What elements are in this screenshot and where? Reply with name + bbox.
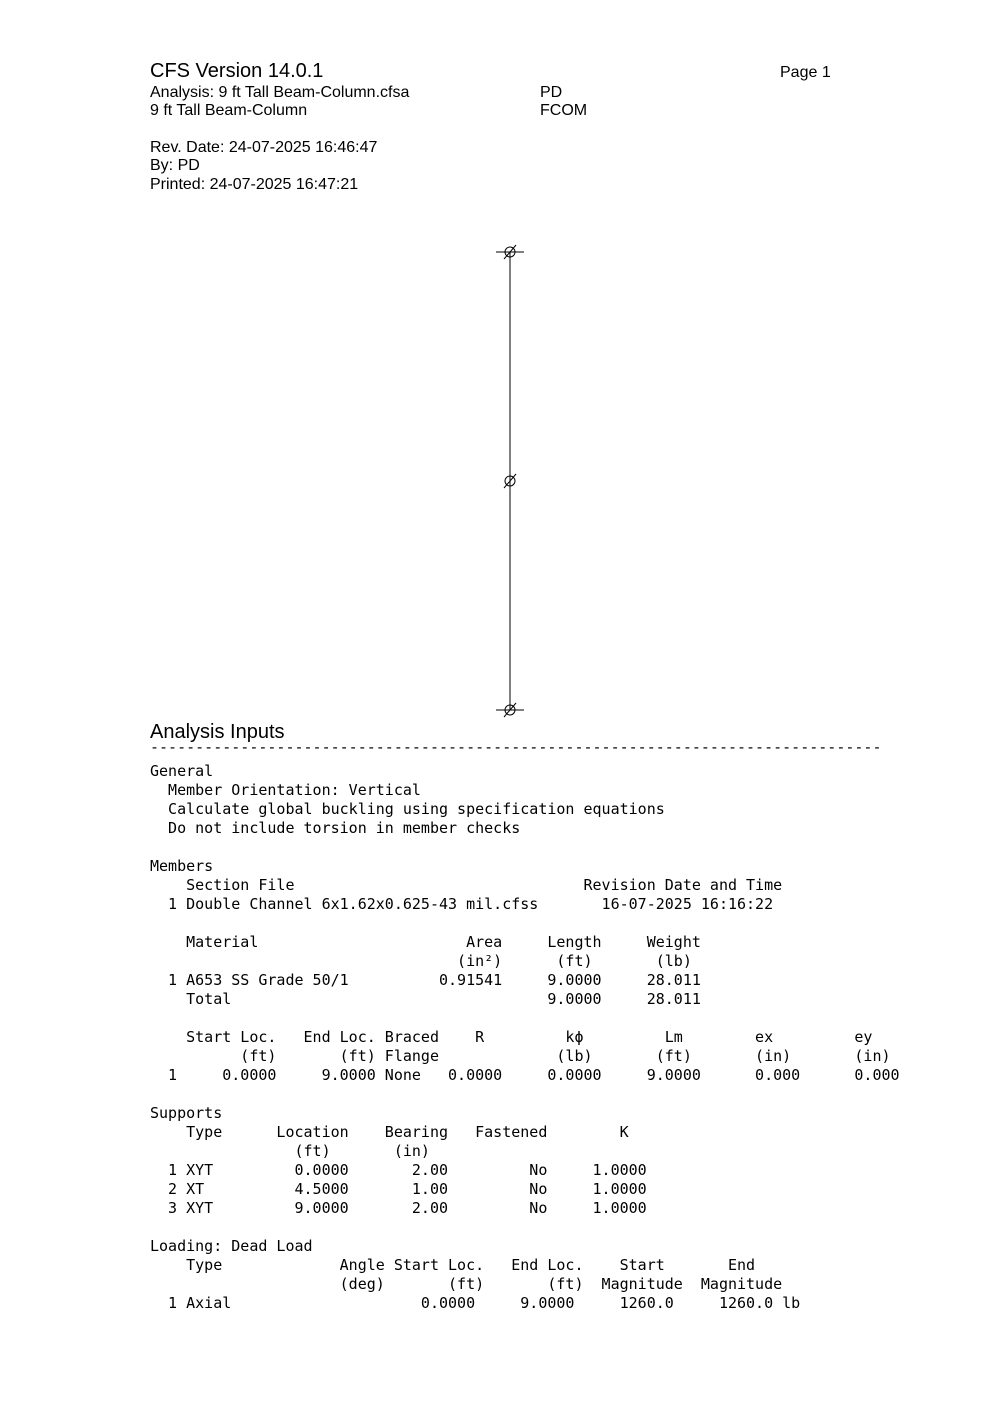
printed-date: Printed: 24-07-2025 16:47:21	[150, 176, 359, 193]
material-header: Material Area Length Weight	[150, 933, 701, 951]
general-heading: General	[150, 762, 214, 780]
supports-heading: Supports	[150, 1104, 223, 1122]
loading-row: 1 Axial 0.0000 9.0000 1260.0 1260.0 lb	[150, 1294, 801, 1312]
supports-header: Type Location Bearing Fastened K	[150, 1123, 629, 1141]
page-number: Page 1	[780, 64, 831, 81]
analysis-code: PD	[540, 84, 563, 101]
supports-units: (ft) (in)	[150, 1142, 430, 1160]
model-title: 9 ft Tall Beam-Column	[150, 102, 308, 119]
supports-row: 3 XYT 9.0000 2.00 No 1.0000	[150, 1199, 647, 1217]
bracing-header: Start Loc. End Loc. Braced R kϕ Lm ex ey	[150, 1028, 873, 1046]
loading-header: Type Angle Start Loc. End Loc. Start End	[150, 1256, 756, 1274]
company-name: FCOM	[540, 102, 588, 119]
support-bottom-icon	[496, 703, 524, 717]
section-divider: ---------------------------------------------------------------------------------	[150, 738, 882, 756]
support-top-icon	[496, 245, 524, 259]
section-file-row: 1 Double Channel 6x1.62x0.625-43 mil.cfss 16-07-2025 16:16:22	[150, 895, 774, 913]
supports-row: 2 XT 4.5000 1.00 No 1.0000	[150, 1180, 647, 1198]
general-line: Do not include torsion in member checks	[150, 819, 521, 837]
support-mid-icon	[504, 474, 516, 488]
bracing-row: 1 0.0000 9.0000 None 0.0000 0.0000 9.0000 0.000 0.000	[150, 1066, 900, 1084]
material-row: 1 A653 SS Grade 50/1 0.91541 9.0000 28.011	[150, 971, 701, 989]
material-units: (in²) (ft) (lb)	[150, 952, 692, 970]
author: By: PD	[150, 157, 200, 174]
analysis-file: Analysis: 9 ft Tall Beam-Column.cfsa	[150, 84, 410, 101]
members-heading: Members	[150, 857, 214, 875]
loading-heading: Loading: Dead Load	[150, 1237, 313, 1255]
section-file-header: Section File Revision Date and Time	[150, 876, 783, 894]
loading-units: (deg) (ft) (ft) Magnitude Magnitude	[150, 1275, 783, 1293]
material-total: Total 9.0000 28.011	[150, 990, 701, 1008]
member-diagram	[480, 240, 540, 725]
general-line: Member Orientation: Vertical	[150, 781, 421, 799]
bracing-units: (ft) (ft) Flange (lb) (ft) (in) (in)	[150, 1047, 891, 1065]
supports-row: 1 XYT 0.0000 2.00 No 1.0000	[150, 1161, 647, 1179]
app-version: CFS Version 14.0.1	[150, 60, 324, 82]
rev-date: Rev. Date: 24-07-2025 16:46:47	[150, 139, 378, 156]
general-line: Calculate global buckling using specification equations	[150, 800, 665, 818]
section-title: Analysis Inputs	[150, 721, 285, 743]
